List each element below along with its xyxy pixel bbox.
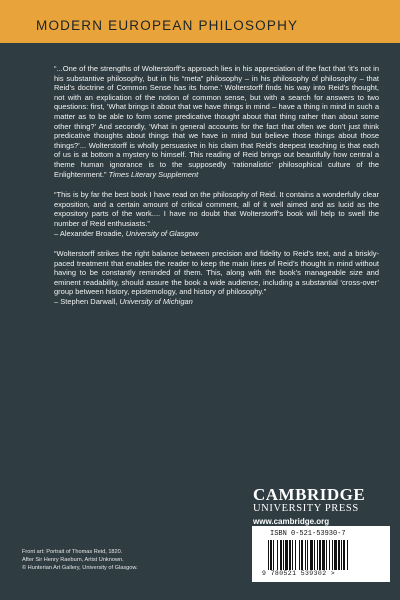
quote-attribution xyxy=(54,297,379,307)
credit-line: After Sir Henry Raeburn, Artist Unknown. xyxy=(22,557,124,563)
quote-institution: University of Glasgow xyxy=(125,228,199,238)
quote-institution: University of Michigan xyxy=(119,297,193,307)
quote-source: Times Literary Supplement xyxy=(108,169,199,179)
credit-line: Front art: Portrait of Thomas Reid, 1820. xyxy=(22,549,123,555)
review-quote xyxy=(54,249,379,307)
quote-text: “...One of the strengths of Wolterstorff’s approach lies in his appreciation of the fact that ‘it’s not in his substantive philosophy, but in his “meta” philosophy – in his philosophy of philosophy – that Reid’s doctrine of Common Sense has its home.’ Wolterstorff finds his way into Reid’s thought, not with an explication of the notion of common sense, but with a search for answers to two questions: first, ‘What brings it about that we have things in mind – have a thing in mind in such a matter as to be able to form some predicative thought about that thing rather than about some other thing?’ And secondly, ‘What in general accounts for the fact that often we don’t just think predicative thoughts about things that we have in mind but believe those things about those things?’... Wolterstorff is wholly persuasive in his claim that Reid’s deepest teaching is that each of us is at bottom a mystery to himself. This reading of Reid brings out beautifully how central a theme human ignorance is to the supposedly ‘rationalistic’ philosophical culture of the Enlightenment.” xyxy=(54,64,379,179)
series-band xyxy=(0,0,400,43)
publisher-url: www.cambridge.org xyxy=(253,517,330,526)
publisher-name: CAMBRIDGE xyxy=(253,485,366,504)
review-quote xyxy=(54,64,379,179)
credit-line: © Hunterian Art Gallery, University of Glasgow. xyxy=(22,565,138,571)
series-title: MODERN EUROPEAN PHILOSOPHY xyxy=(36,18,299,33)
review-quotes xyxy=(54,64,379,318)
quote-text: “Wolterstorff strikes the right balance between precision and fidelity to Reid’s text, and a briskly-paced treatment that enables the reader to keep the main lines of Reid’s thought in mind without having to be constantly reminded of them. This, along with the book’s manageable size and eminent readability, should assure the book a wide audience, including a substantial ‘cross-over’ group between history, epistemology, and history of philosophy.” xyxy=(54,249,379,297)
publisher-logo xyxy=(253,486,393,526)
publisher-subtitle: UNIVERSITY PRESS xyxy=(253,503,359,514)
quote-attribution xyxy=(54,229,379,239)
quote-text: “This is by far the best book I have read on the philosophy of Reid. It contains a wonderfully clear exposition, and a certain amount of critical comment, all of it well aimed and as lucid as the expository parts of the work.... I have no doubt that Wolterstorff’s book will help to swell the number of Reid enthusiasts.” xyxy=(54,190,379,228)
barcode-image xyxy=(268,540,378,572)
isbn-label: ISBN 0-521-53930-7 xyxy=(270,530,346,538)
quote-author: – Alexander Broadie, xyxy=(54,228,124,238)
barcode-panel xyxy=(252,526,390,582)
barcode-digits: 9 780521 539302 > xyxy=(262,570,336,577)
quote-author: – Stephen Darwall, xyxy=(54,297,118,307)
cover-credits xyxy=(22,548,222,572)
review-quote xyxy=(54,190,379,238)
